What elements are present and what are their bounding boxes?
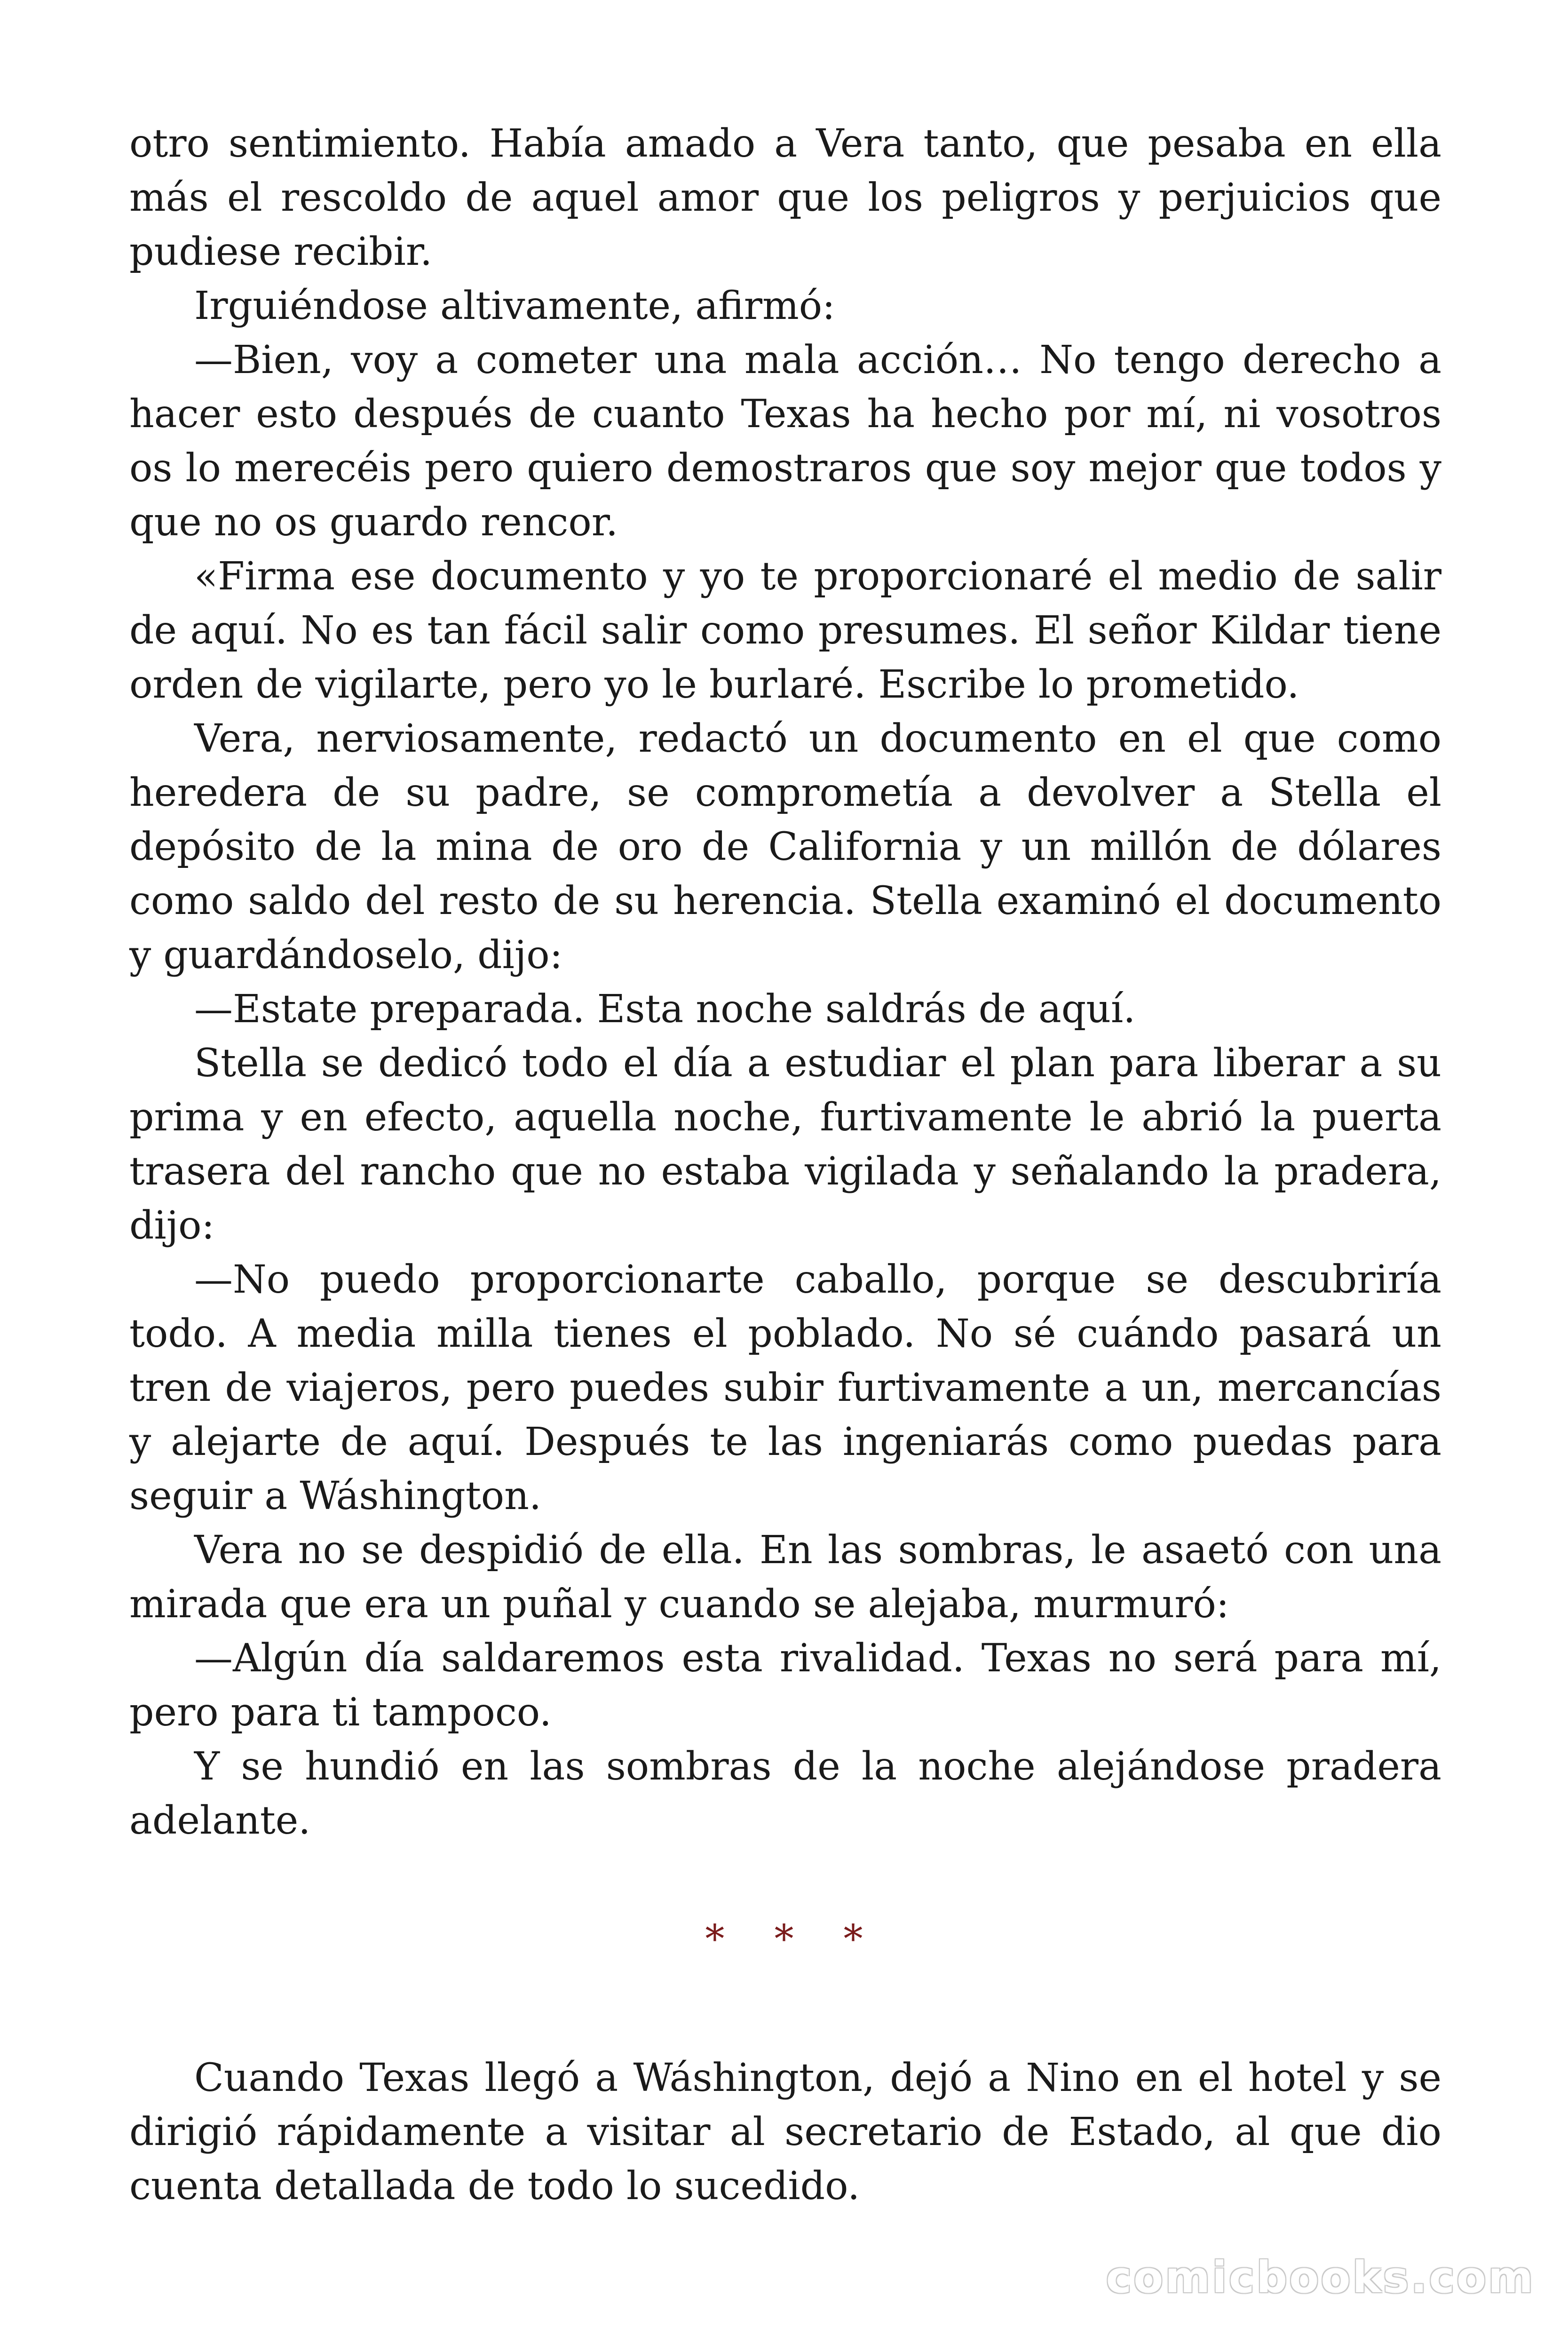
paragraph: Irguiéndose altivamente, afirmó: — [194, 284, 835, 328]
paragraph: Cuando Texas llegó a Wáshington, dejó a Nino en el hotel y se dirigió rápidamente a visitar al secretario de Estado, al que dio cuenta detallada de todo lo sucedido. — [129, 2056, 1441, 2209]
body-text-before-break — [129, 117, 1441, 1848]
paragraph: Stella se dedicó todo el día a estudiar el plan para liberar a su prima y en efecto, aquella noche, furtivamente le abrió la puerta trasera del rancho que no estaba vigilada y señalando la pradera, dijo: — [129, 1041, 1441, 1248]
paragraph: otro sentimiento. Había amado a Vera tanto, que pesaba en ella más el rescoldo de aquel amor que los peligros y perjuicios que pudiese recibir. — [129, 121, 1441, 274]
paragraph: —Algún día saldaremos esta rivalidad. Texas no será para mí, pero para ti tampoco. — [129, 1636, 1441, 1735]
paragraph: «Firma ese documento y yo te proporcionaré el medio de salir de aquí. No es tan fácil salir como presumes. El señor Kildar tiene orden de vigilarte, pero yo le burlaré. Escribe lo prometido. — [129, 554, 1441, 707]
paragraph: —Bien, voy a cometer una mala acción… No tengo derecho a hacer esto después de cuanto Texas ha hecho por mí, ni vosotros os lo merecéis pero quiero demostraros que soy mejor que todos y que no os guardo rencor. — [129, 338, 1441, 545]
paragraph: Vera, nerviosamente, redactó un documento en el que como heredera de su padre, se comprometía a devolver a Stella el depósito de la mina de oro de California y un millón de dólares como saldo del resto de su herencia. Stella examinó el documento y guardándoselo, dijo: — [129, 716, 1441, 977]
paragraph: Vera no se despidió de ella. En las sombras, le asaetó con una mirada que era un puñal y cuando se alejaba, murmuró: — [129, 1528, 1441, 1627]
paragraph: Y se hundió en las sombras de la noche alejándose pradera adelante. — [129, 1744, 1441, 1843]
body-text-after-break — [129, 2051, 1441, 2213]
paragraph: —Estate preparada. Esta noche saldrás de aquí. — [194, 987, 1136, 1032]
section-break-asterisks: * * * — [705, 1917, 882, 1962]
watermark: comicbooks.com — [1106, 2252, 1535, 2303]
paragraph: —No puedo proporcionarte caballo, porque se descubriría todo. A media milla tienes el poblado. No sé cuándo pasará un tren de viajeros, pero puedes subir furtivamente a un, mercancías y alejarte de aquí. Después te las ingeniarás como puedas para seguir a Wáshington. — [129, 1257, 1441, 1518]
